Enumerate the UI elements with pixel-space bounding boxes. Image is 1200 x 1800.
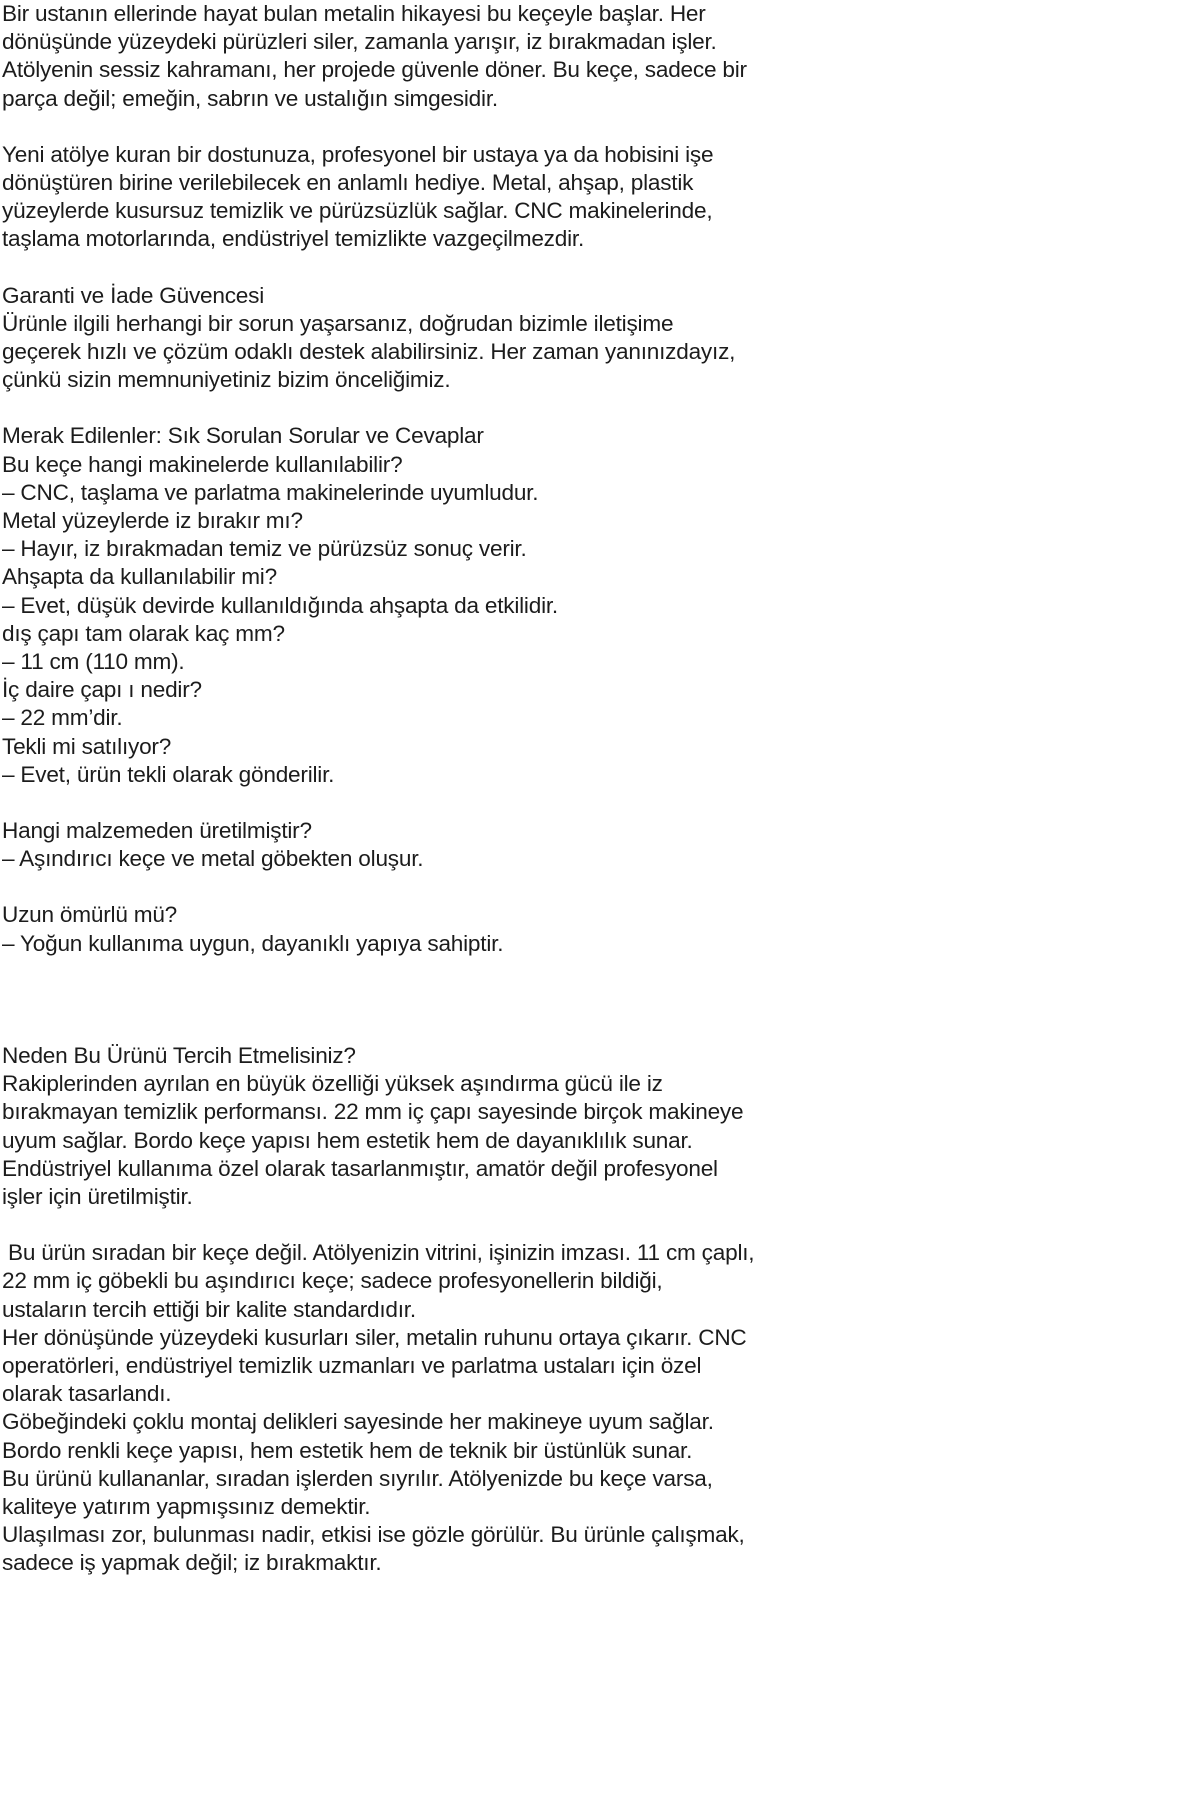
spacer [2, 1211, 1200, 1239]
section-why-choose [2, 1042, 1200, 1211]
faq-answer: – Evet, ürün tekli olarak gönderilir. [2, 761, 335, 787]
faq-question: Uzun ömürlü mü? [2, 902, 178, 928]
text-line: geçerek hızlı ve çözüm odaklı destek alabilirsiniz. Her zaman yanınızdayız, [2, 339, 736, 365]
text-line: Bu ürünü kullananlar, sıradan işlerden sıyrılır. Atölyenizde bu keçe varsa, [2, 1465, 713, 1491]
text-line: dönüştüren birine verilebilecek en anlamlı hediye. Metal, ahşap, plastik [2, 170, 694, 196]
section-warranty [2, 282, 1200, 395]
text-line: bırakmayan temizlik performansı. 22 mm iç çapı sayesinde birçok makineye [2, 1099, 744, 1125]
faq-answer: – 22 mm’dir. [2, 705, 123, 731]
text-line: ustaların tercih ettiği bir kalite standardıdır. [2, 1296, 416, 1322]
faq-answer: – Yoğun kullanıma uygun, dayanıklı yapıya sahiptir. [2, 930, 504, 956]
text-line: kaliteye yatırım yapmışsınız demektir. [2, 1493, 371, 1519]
paragraph-gift-usage [2, 141, 1200, 254]
faq-answer: – Aşındırıcı keçe ve metal göbekten oluşur. [2, 846, 424, 872]
text-line: Endüstriyel kullanıma özel olarak tasarlanmıştır, amatör değil profesyonel [2, 1155, 718, 1181]
text-line: Rakiplerinden ayrılan en büyük özelliği yüksek aşındırma gücü ile iz [2, 1071, 663, 1097]
spacer [2, 113, 1200, 141]
faq-answer: – Evet, düşük devirde kullanıldığında ahşapta da etkilidir. [2, 592, 558, 618]
text-line: yüzeylerde kusursuz temizlik ve pürüzsüzlük sağlar. CNC makinelerinde, [2, 198, 713, 224]
section-heading-faq: Merak Edilenler: Sık Sorulan Sorular ve Cevaplar [2, 423, 484, 449]
section-heading-warranty: Garanti ve İade Güvencesi [2, 282, 265, 308]
paragraph-intro [2, 0, 1200, 113]
text-line: Bu ürün sıradan bir keçe değil. Atölyenizin vitrini, işinizin imzası. 11 cm çaplı, [2, 1240, 755, 1266]
spacer [2, 958, 1200, 1042]
text-line: Bordo renkli keçe yapısı, hem estetik hem de teknik bir üstünlük sunar. [2, 1437, 693, 1463]
text-line: Atölyenin sessiz kahramanı, her projede güvenle döner. Bu keçe, sadece bir [2, 57, 747, 83]
text-line: taşlama motorlarında, endüstriyel temizlikte vazgeçilmezdir. [2, 226, 585, 252]
faq-question: İç daire çapı ı nedir? [2, 677, 202, 703]
faq-question: Hangi malzemeden üretilmiştir? [2, 818, 312, 844]
text-line: Bir ustanın ellerinde hayat bulan metalin hikayesi bu keçeyle başlar. Her [2, 1, 706, 26]
spacer [2, 394, 1200, 422]
text-line: 22 mm iç göbekli bu aşındırıcı keçe; sadece profesyonellerin bildiği, [2, 1268, 663, 1294]
paragraph-closing [2, 1239, 1200, 1577]
text-line: operatörleri, endüstriyel temizlik uzmanları ve parlatma ustaları için özel [2, 1352, 702, 1378]
faq-question: Metal yüzeylerde iz bırakır mı? [2, 508, 303, 534]
faq-answer: – CNC, taşlama ve parlatma makinelerinde uyumludur. [2, 479, 539, 505]
text-line: Yeni atölye kuran bir dostunuza, profesyonel bir ustaya ya da hobisini işe [2, 141, 714, 167]
faq-pair-material [2, 817, 1200, 873]
faq-pair-lifetime [2, 901, 1200, 957]
faq-question: Tekli mi satılıyor? [2, 733, 172, 759]
text-line: işler için üretilmiştir. [2, 1183, 193, 1209]
text-line: parça değil; emeğin, sabrın ve ustalığın simgesidir. [2, 85, 498, 111]
faq-answer: – 11 cm (110 mm). [2, 649, 185, 675]
faq-question: Ahşapta da kullanılabilir mi? [2, 564, 277, 590]
section-faq [2, 422, 1200, 789]
text-line: sadece iş yapmak değil; iz bırakmaktır. [2, 1550, 382, 1576]
text-line: uyum sağlar. Bordo keçe yapısı hem estetik hem de dayanıklılık sunar. [2, 1127, 693, 1153]
faq-question: dış çapı tam olarak kaç mm? [2, 620, 285, 646]
text-line: çünkü sizin memnuniyetiniz bizim önceliğimiz. [2, 367, 451, 393]
text-line: dönüşünde yüzeydeki pürüzleri siler, zamanla yarışır, iz bırakmadan işler. [2, 29, 717, 55]
text-line: Ürünle ilgili herhangi bir sorun yaşarsanız, doğrudan bizimle iletişime [2, 310, 674, 336]
text-line: Göbeğindeki çoklu montaj delikleri sayesinde her makineye uyum sağlar. [2, 1409, 714, 1435]
spacer [2, 254, 1200, 282]
spacer [2, 873, 1200, 901]
text-line: Her dönüşünde yüzeydeki kusurları siler, metalin ruhunu ortaya çıkarır. CNC [2, 1324, 747, 1350]
spacer [2, 789, 1200, 817]
faq-question: Bu keçe hangi makinelerde kullanılabilir? [2, 451, 403, 477]
section-heading-why-choose: Neden Bu Ürünü Tercih Etmelisiniz? [2, 1042, 356, 1068]
text-line: olarak tasarlandı. [2, 1381, 172, 1407]
faq-answer: – Hayır, iz bırakmadan temiz ve pürüzsüz sonuç verir. [2, 536, 527, 562]
text-line: Ulaşılması zor, bulunması nadir, etkisi ise gözle görülür. Bu ürünle çalışmak, [2, 1522, 745, 1548]
